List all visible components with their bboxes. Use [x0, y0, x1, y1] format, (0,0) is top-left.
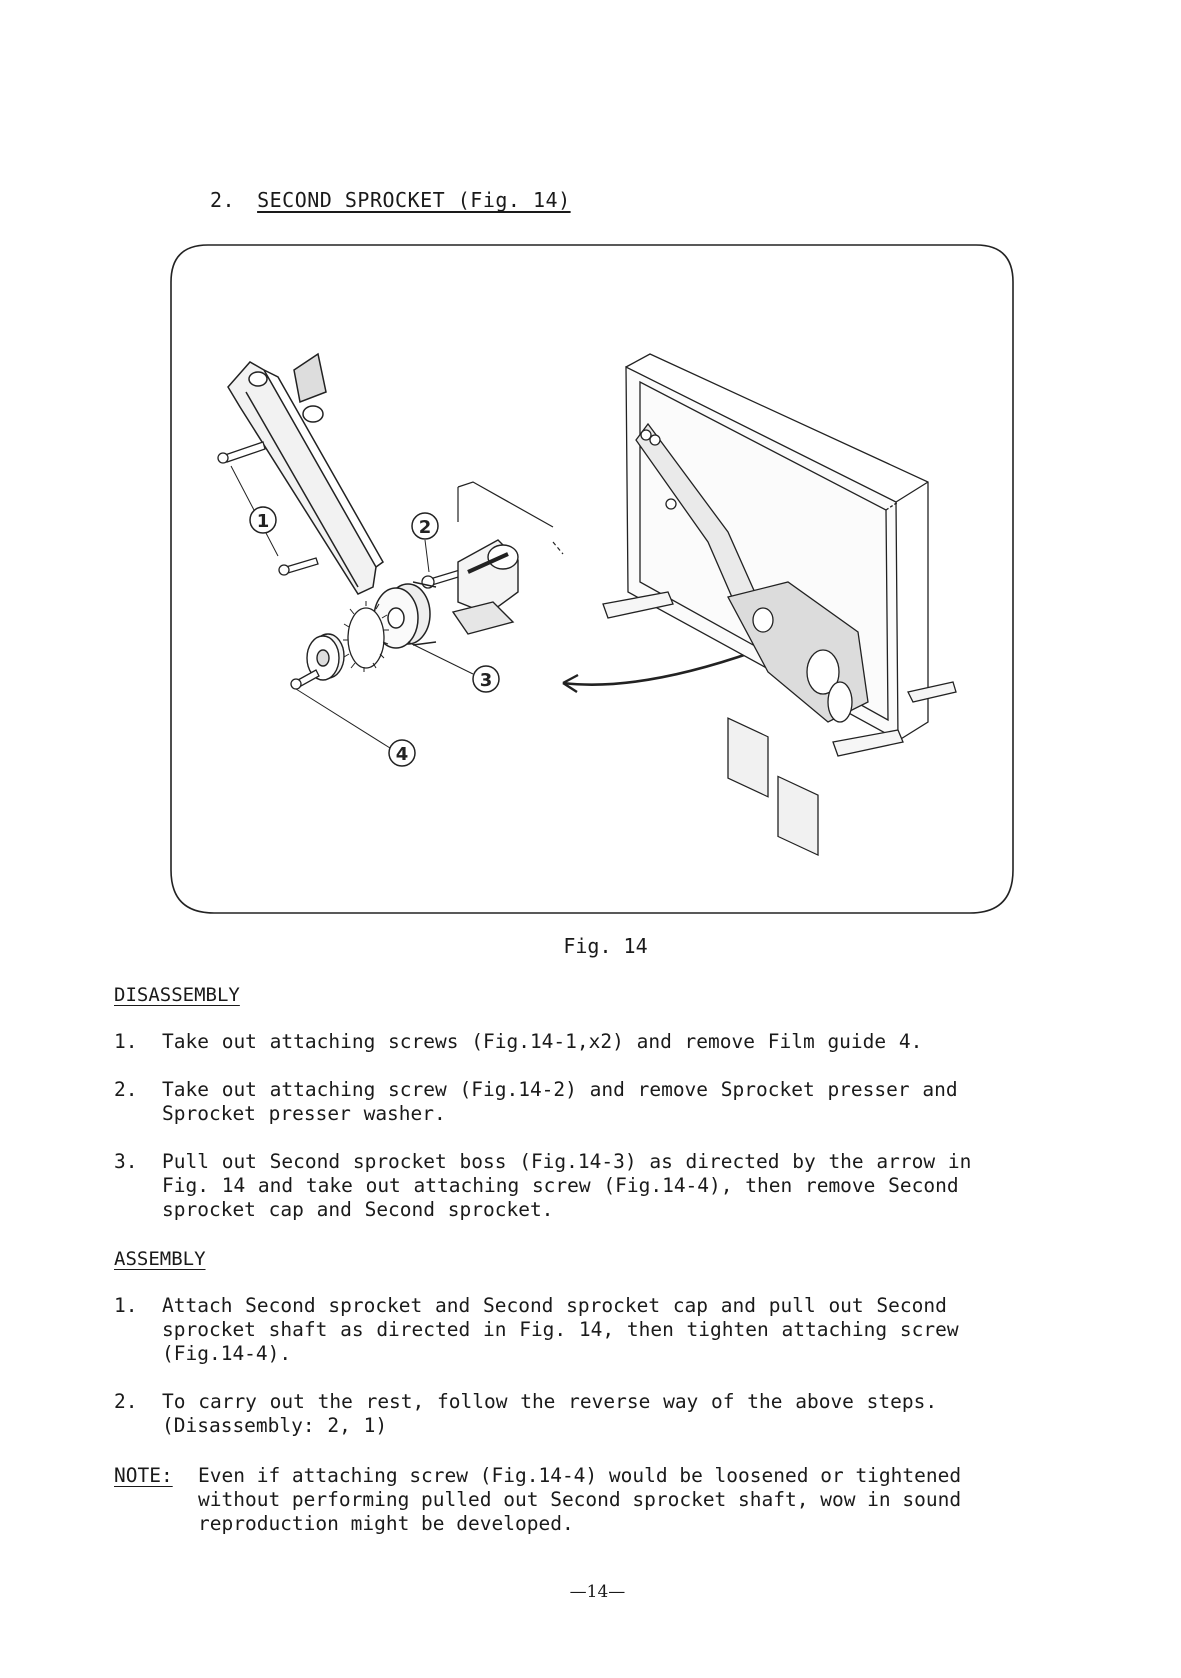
svg-text:1: 1	[256, 511, 270, 532]
section-heading	[210, 188, 571, 212]
screw-part-4	[291, 670, 319, 689]
section-number: 2.	[210, 188, 236, 212]
step-number: 3.	[114, 1150, 138, 1173]
page-number: —14—	[569, 1582, 626, 1602]
film-guide-part	[228, 354, 383, 594]
exploded-view-diagram	[168, 242, 1016, 916]
callout-3	[473, 666, 499, 692]
sprocket-presser-housing	[458, 482, 563, 554]
sprocket-boss-part	[453, 540, 518, 634]
step-number: 2.	[114, 1390, 138, 1413]
projector-chassis	[603, 354, 956, 855]
step-number: 1.	[114, 1030, 138, 1053]
step-number: 1.	[114, 1294, 138, 1317]
removal-direction-arrow	[563, 652, 753, 692]
note-block	[114, 1464, 994, 1536]
assembly-step-1	[114, 1294, 994, 1366]
step-text: Pull out Second sprocket boss (Fig.14-3) as directed by the arrow in Fig. 14 and take out attaching screw (Fig.14-4), then remove Second sprocket cap and Second sprocket.	[162, 1150, 985, 1221]
step-text: To carry out the rest, follow the reverse way of the above steps. (Disassembly: 2, 1)	[162, 1390, 950, 1437]
step-text: Take out attaching screw (Fig.14-2) and remove Sprocket presser and Sprocket presser washer.	[162, 1078, 971, 1125]
step-text: Attach Second sprocket and Second sprocket cap and pull out Second sprocket shaft as directed in Fig. 14, then tighten attaching screw (Fig.14-4).	[162, 1294, 972, 1365]
figure-14	[168, 242, 1016, 916]
disassembly-step-2	[114, 1078, 994, 1126]
step-text: Take out attaching screws (Fig.14-1,x2) and remove Film guide 4.	[162, 1030, 923, 1053]
figure-caption: Fig. 14	[563, 934, 648, 958]
disassembly-step-3	[114, 1150, 994, 1222]
note-text: Even if attaching screw (Fig.14-4) would be loosened or tightened without performing pulled out Second sprocket shaft, wow in sound reproduction might be developed.	[198, 1464, 962, 1535]
note-label: NOTE:	[114, 1464, 173, 1487]
svg-text:2: 2	[418, 517, 432, 538]
callout-2	[412, 513, 438, 539]
svg-text:3: 3	[479, 670, 493, 691]
disassembly-heading: DISASSEMBLY	[114, 984, 240, 1006]
svg-text:4: 4	[395, 744, 409, 765]
assembly-heading: ASSEMBLY	[114, 1248, 206, 1270]
section-title: SECOND SPROCKET (Fig. 14)	[257, 188, 571, 212]
callout-4	[389, 740, 415, 766]
disassembly-step-1	[114, 1030, 994, 1054]
step-number: 2.	[114, 1078, 138, 1101]
callout-1	[250, 507, 276, 533]
assembly-step-2	[114, 1390, 994, 1438]
